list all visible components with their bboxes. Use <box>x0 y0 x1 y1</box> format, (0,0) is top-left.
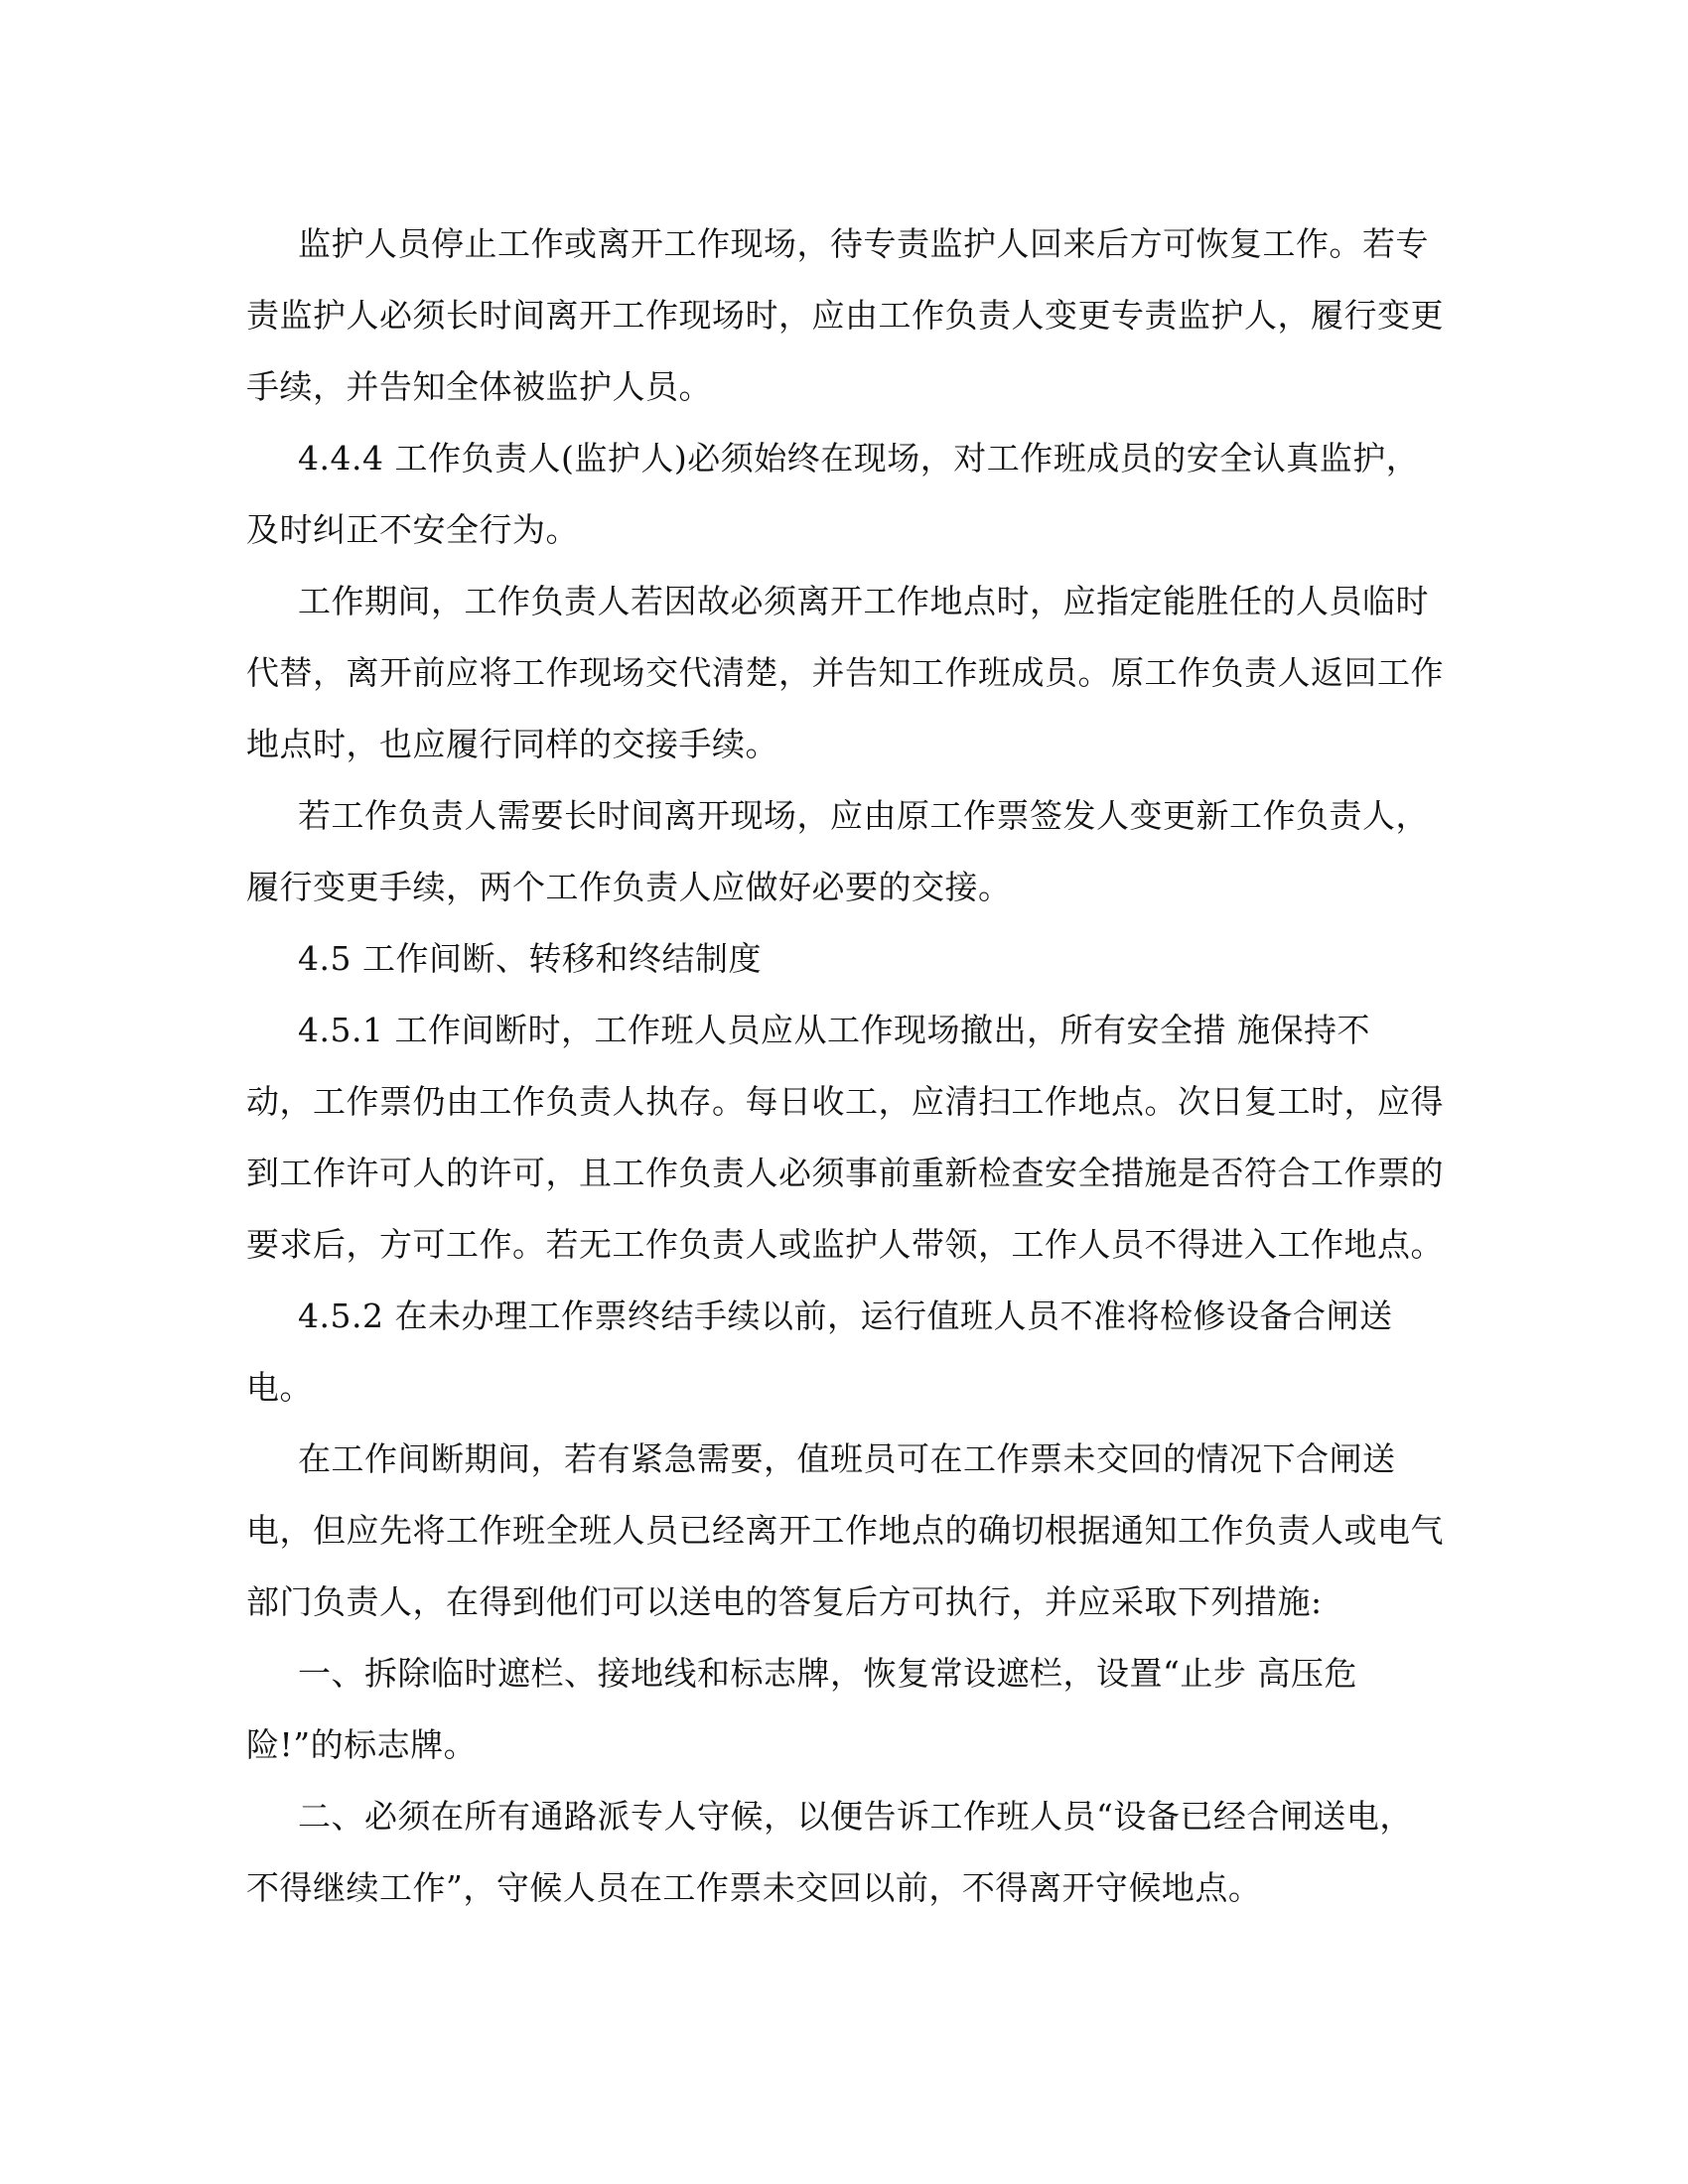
text-line: 工作期间，工作负责人若因故必须离开工作地点时，应指定能胜任的人员临时 <box>298 582 1429 620</box>
text-line: 动，工作票仍由工作负责人执存。每日收工，应清扫工作地点。次日复工时，应得 <box>246 1082 1444 1121</box>
text-line: 手续，并告知全体被监护人员。 <box>246 367 712 406</box>
text-line: 若工作负责人需要长时间离开现场，应由原工作票签发人变更新工作负责人， <box>298 796 1429 835</box>
text-line: 二、必须在所有通路派专人守候，以便告诉工作班人员“设备已经合闸送电， <box>298 1797 1413 1836</box>
text-line: 4.5.1 工作间断时，工作班人员应从工作现场撤出，所有安全措 施保持不 <box>298 1011 1370 1049</box>
text-line: 部门负责人，在得到他们可以送电的答复后方可执行，并应采取下列措施: <box>246 1582 1323 1621</box>
text-line: 不得继续工作”，守候人员在工作票未交回以前，不得离开守候地点。 <box>246 1868 1262 1907</box>
section-heading: 4.5 工作间断、转移和终结制度 <box>298 939 762 978</box>
text-line: 责监护人必须长时间离开工作现场时，应由工作负责人变更专责监护人，履行变更 <box>246 296 1444 335</box>
text-line: 要求后，方可工作。若无工作负责人或监护人带领，工作人员不得进入工作地点。 <box>246 1225 1444 1264</box>
text-line: 4.4.4 工作负责人(监护人)必须始终在现场，对工作班成员的安全认真监护， <box>298 439 1420 478</box>
document-body <box>246 208 1444 1924</box>
text-line: 险!”的标志牌。 <box>246 1725 478 1764</box>
text-line: 到工作许可人的许可，且工作负责人必须事前重新检查安全措施是否符合工作票的 <box>246 1154 1444 1192</box>
text-line: 代替，离开前应将工作现场交代清楚，并告知工作班成员。原工作负责人返回工作 <box>246 653 1444 692</box>
text-line: 4.5.2 在未办理工作票终结手续以前，运行值班人员不准将检修设备合闸送 <box>298 1297 1393 1335</box>
text-line: 及时纠正不安全行为。 <box>246 510 579 549</box>
text-line: 在工作间断期间，若有紧急需要，值班员可在工作票未交回的情况下合闸送 <box>298 1439 1396 1478</box>
text-line: 履行变更手续，两个工作负责人应做好必要的交接。 <box>246 868 1012 906</box>
text-line: 电，但应先将工作班全班人员已经离开工作地点的确切根据通知工作负责人或电气 <box>246 1511 1444 1550</box>
text-line: 监护人员停止工作或离开工作现场，待专责监护人回来后方可恢复工作。若专 <box>298 224 1429 263</box>
text-line: 电。 <box>246 1368 313 1407</box>
text-line: 一、拆除临时遮栏、接地线和标志牌，恢复常设遮栏，设置“止步 高压危 <box>298 1654 1357 1693</box>
text-line: 地点时，也应履行同样的交接手续。 <box>246 725 778 763</box>
